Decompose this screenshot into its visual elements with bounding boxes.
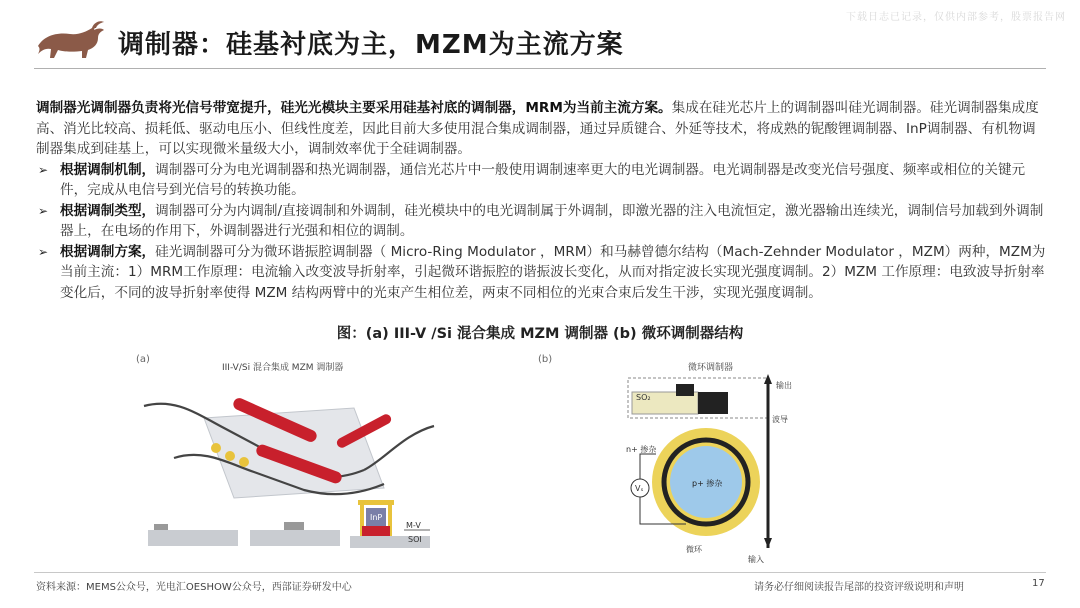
arrow-bullet-icon: ➢ (38, 203, 49, 218)
body-text (36, 98, 1046, 303)
fig-b-label: (b) (538, 354, 553, 365)
contact-block (698, 392, 728, 414)
watermark: 下载日志已记录，仅供内部参考，股票报告网 (846, 12, 1066, 23)
micro-ring-modulator-diagram (536, 348, 806, 566)
figure-caption: 图：(a) III-V /Si 混合集成 MZM 调制器 (b) 微环调制器结构 (336, 326, 744, 342)
page-number: 17 (1032, 578, 1045, 589)
bullet-bold: 根据调制机制， (60, 161, 156, 178)
n-doped-label: n+ 掺杂 (626, 445, 657, 454)
soi-label: SOI (408, 535, 422, 544)
cross-section-ridge (284, 522, 304, 530)
output-arrow-icon (764, 374, 772, 384)
so2-label: SO₂ (636, 393, 651, 402)
fig-a-title: III-V/Si 混合集成 MZM 调制器 (222, 363, 344, 373)
mv-label: M-V (406, 521, 421, 530)
inp-base (362, 526, 390, 536)
bullet-text: 调制器可分为电光调制器和热光调制器，通信光芯片中一般使用调制速率更大的电光调制器。电光调制器是改变光信号强度、频率或相位的关键元件，完成从电信号到光信号的转换功能。 (60, 161, 1026, 198)
waveguide-output (364, 426, 434, 470)
page-title: 调制器：硅基衬底为主，MZM为主流方案 (118, 30, 624, 60)
input-arrow-icon (764, 538, 772, 548)
bullet-text: 调制器可分为内调制/直接调制和外调制，硅光模块中的电光调制属于外调制，即激光器的注入电流恒定，激光器输出连续光，调制信号加载到外调制器上，在电场的作用下，外调制器进行光强和相位的调制。 (60, 202, 1044, 239)
fig-a-label: (a) (136, 354, 150, 365)
contact-pad (239, 457, 249, 467)
mzm-modulator-diagram (134, 348, 440, 566)
top-contact (358, 500, 394, 505)
disclaimer: 请务必仔细阅读报告尾部的投资评级说明和声明 (754, 582, 964, 593)
cross-section-middle (250, 530, 340, 546)
source-note: 资料来源：MEMS公众号，光电汇OESHOW公众号，西部证券研发中心 (36, 582, 352, 593)
ring-label: 微环 (686, 545, 702, 554)
arrow-bullet-icon: ➢ (38, 244, 49, 259)
p-doped-label: p+ 掺杂 (692, 479, 723, 488)
waveguide-label: 波导 (772, 415, 788, 424)
fig-b-title: 微环调制器 (688, 363, 734, 373)
bullet-text: 硅光调制器可分为微环谐振腔调制器（ Micro-Ring Modulator ，MRM）和马赫曾德尔结构（Mach-Zehnder Modulator ，MZM）两种，MZM为当前主流：1）MRM工作原理：电流输入改变波导折射率，引起微环谐振腔的谐振波长变化，从而对指定波长实现光强度调制。2）MZM 工作原理：电致波导折射率变化后，不同的波导折射率使得 MZM 结构两臂中的光束产生相位差，两束不同相位的光束合束后发生干涉，实现光强度调制。 (60, 243, 1046, 301)
intro-text: 集成在硅光芯片上的调制器叫硅光调制器。硅光调制器集成度高、消光比较高、损耗低、驱动电压小、但线性度差，因此目前大多使用混合集成调制器，通过异质键合、外延等技术，将成熟的铌酸锂调制器、InP调制器、有机物调制器集成到硅基上，可以实现微米量级大小，调制效率优于全硅调制器。 (36, 100, 1039, 157)
arrow-bullet-icon: ➢ (38, 162, 49, 177)
intro-paragraph (36, 98, 1046, 160)
contact-pad (225, 451, 235, 461)
bullet-item-mechanism (36, 160, 1046, 201)
ridge-block (676, 384, 694, 396)
cross-section-left (148, 530, 238, 546)
bullet-bold: 根据调制方案， (60, 243, 156, 260)
bullet-bold: 根据调制类型， (60, 202, 156, 219)
bull-logo-icon (34, 20, 108, 62)
contact-pad (211, 443, 221, 453)
output-label: 输出 (776, 381, 792, 390)
inp-label: InP (370, 513, 383, 522)
intro-bold: 调制器光调制器负责将光信号带宽提升，硅光光模块主要采用硅基衬底的调制器，MRM为当前主流方案。 (36, 100, 672, 116)
title-divider (34, 68, 1046, 69)
footer-divider (34, 572, 1046, 573)
bullet-item-type (36, 201, 1046, 242)
input-label: 输入 (748, 555, 764, 564)
vs-label: Vₛ (635, 484, 644, 493)
bullet-item-scheme (36, 242, 1046, 304)
cross-section-ridge (154, 524, 168, 530)
